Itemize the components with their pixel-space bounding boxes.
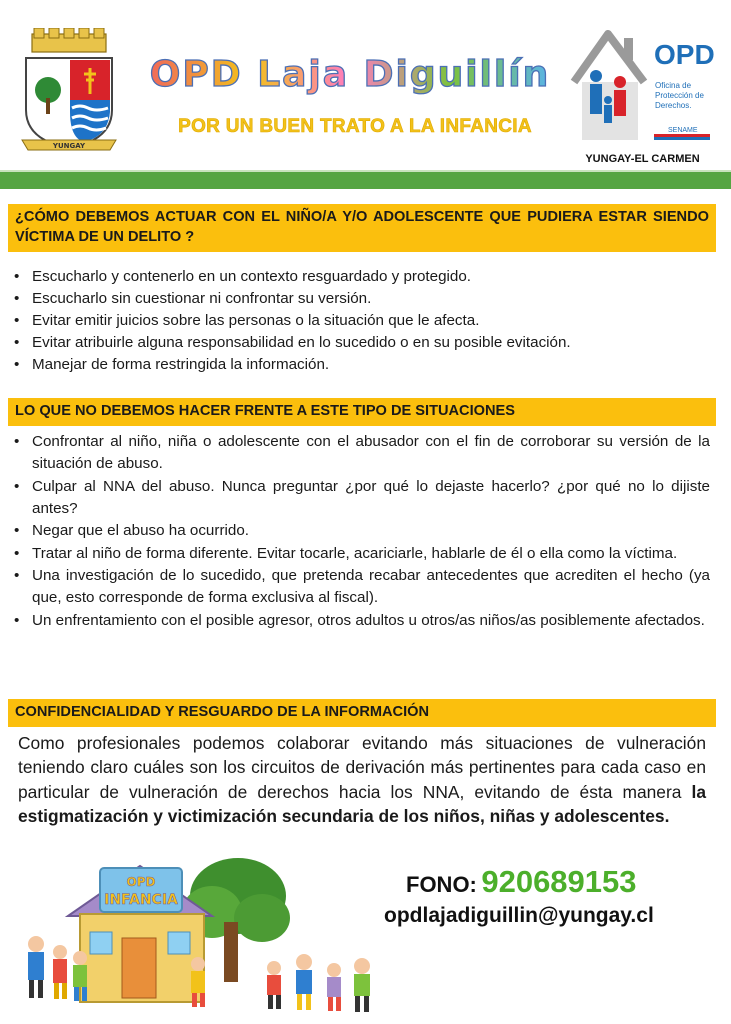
children-house-illustration [12, 852, 392, 1022]
list-item: • Manejar de forma restringida la información. [6, 354, 706, 376]
paragraph-text: Como profesionales podemos colaborar evitando más situaciones de vulneración teniendo claro cuáles son los circuitos de derivación más pertinentes para cada caso en particular de vulneración de derechos hacia los NNA, evitando de ésta manera [18, 733, 706, 802]
list-item: • Tratar al niño de forma diferente. Evitar tocarle, acariciarle, hablarle de él o ella como la víctima. [6, 543, 710, 565]
list-item: • Confrontar al niño, niña o adolescente con el abusador con el fin de corroborar su versión de la situación de abuso. [6, 431, 710, 475]
list-item: • Negar que el abuso ha ocurrido. [6, 520, 710, 542]
paragraph-emphasis: la estigmatización y victimización secundaria de los niños, niñas y adolescentes. [18, 781, 706, 827]
list-item: • Culpar al NNA del abuso. Nunca preguntar ¿por qué lo dejaste hacerlo? ¿por qué no lo dijiste antes? [6, 476, 710, 520]
house-sign-line2: INFANCIA [104, 892, 178, 908]
section3-paragraph [18, 731, 706, 829]
phone-number[interactable]: 920689153 [481, 864, 637, 899]
page-subtitle: POR UN BUEN TRATO A LA INFANCIA [178, 116, 532, 137]
opd-logo [568, 30, 718, 145]
page-title [150, 44, 550, 100]
list-item: • Evitar emitir juicios sobre las personas o la situación que le afecta. [6, 310, 706, 332]
header-divider [0, 172, 731, 189]
section3-heading: CONFIDENCIALIDAD Y RESGUARDO DE LA INFORMACIÓN [8, 699, 716, 727]
list-item: • Escucharlo y contenerlo en un contexto resguardado y protegido. [6, 266, 706, 288]
coat-of-arms-label: YUNGAY [52, 142, 86, 150]
sename-label: SENAME [668, 127, 698, 134]
page-title-text: OPD Laja Diguillín [150, 54, 550, 95]
opd-line3: Derechos. [655, 101, 692, 110]
email-address[interactable]: opdlajadiguillin@yungay.cl [384, 904, 654, 927]
opd-acronym: OPD [654, 39, 715, 70]
section1-heading: ¿CÓMO DEBEMOS ACTUAR CON EL NIÑO/A Y/O ADOLESCENTE QUE PUDIERA ESTAR SIENDO VÍCTIMA DE UN DELITO ? [8, 204, 716, 252]
house-sign-line1: OPD [126, 875, 156, 889]
phone-label: FONO: [406, 872, 477, 897]
section2-heading: LO QUE NO DEBEMOS HACER FRENTE A ESTE TIPO DE SITUACIONES [8, 398, 716, 426]
section1-list [6, 266, 706, 376]
list-item: • Escucharlo sin cuestionar ni confrontar su versión. [6, 288, 706, 310]
yungay-coat-of-arms [14, 28, 124, 156]
list-item: • Un enfrentamiento con el posible agresor, otros adultos u otros/as niños/as posiblemente afectados. [6, 610, 710, 632]
opd-line2: Protección de [655, 91, 704, 100]
opd-line1: Oficina de [655, 81, 692, 90]
phone-contact [406, 864, 726, 900]
list-item: • Evitar atribuirle alguna responsabilidad en lo sucedido o en su posible evitación. [6, 332, 706, 354]
region-label: YUNGAY-EL CARMEN [585, 153, 700, 165]
section2-list [6, 431, 710, 633]
list-item: • Una investigación de lo sucedido, que pretenda recabar antecedentes que acrediten el hecho (ya que, esto corresponde de forma exclusiva al fiscal). [6, 565, 710, 609]
